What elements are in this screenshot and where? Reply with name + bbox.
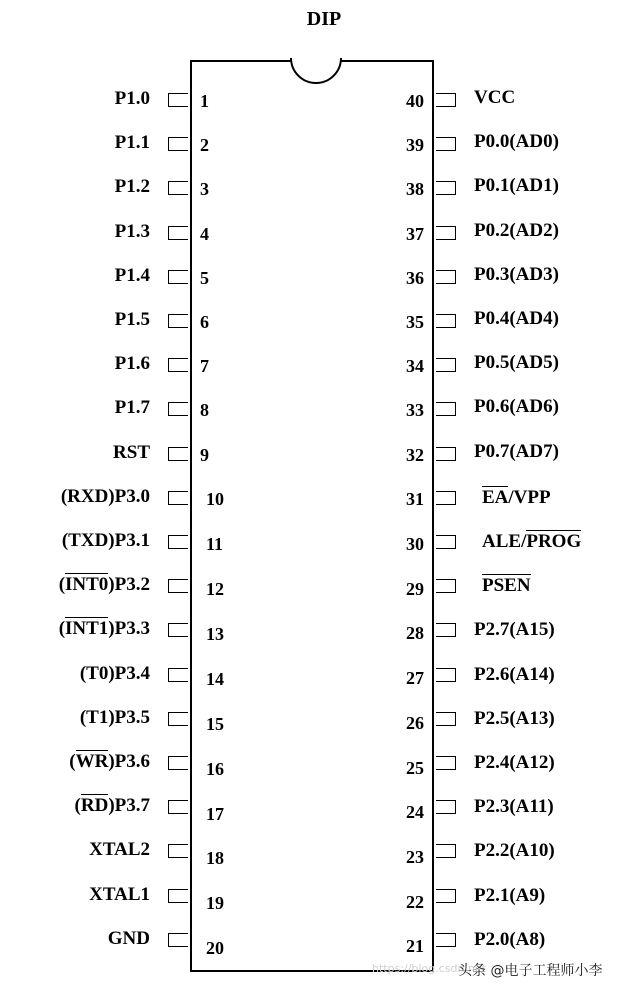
pin-stub-left [168,137,188,151]
pin-number: 38 [406,179,424,200]
pin-stub-right [436,314,456,328]
pin-label: P1.2 [114,176,150,198]
pin-stub-right [436,447,456,461]
pin-number: 32 [406,444,424,465]
pin-label: (RXD)P3.0 [60,485,150,507]
pin-number: 20 [206,938,224,959]
pin-number: 25 [406,757,424,778]
pin-number: 40 [406,91,424,111]
pin-number: 27 [406,668,424,689]
pin-label: P0.0(AD0) [474,131,559,153]
pin-label: P0.7(AD7) [474,440,559,462]
pin-stub-left [168,623,188,637]
pin-label: P1.0 [114,88,150,109]
pin-number: 29 [406,578,424,599]
pin-stub-left [168,314,188,328]
pin-label: P2.3(A11) [474,796,554,818]
pin-number: 12 [206,579,224,600]
pin-label: P2.4(A12) [474,752,555,773]
chip-notch [290,58,342,86]
pin-number: 30 [406,534,424,554]
pin-number: 36 [406,267,424,288]
pin-label: P1.7 [114,397,150,419]
pin-stub-right [436,579,456,593]
pin-number: 5 [200,267,209,288]
pin-label: P1.3 [114,220,150,242]
pin-number: 31 [406,489,424,510]
pin-number: 4 [200,223,209,244]
pin-label: RST [113,441,150,463]
pin-label: (WR)P3.6 [69,751,150,772]
pin-stub-left [168,491,188,505]
pin-label: P1.1 [114,132,150,154]
pin-stub-left [168,402,188,416]
pin-stub-left [168,226,188,240]
pin-label: P1.5 [114,309,150,330]
pin-stub-right [436,712,456,726]
pin-label: (INT1)P3.3 [58,618,150,640]
pin-number: 19 [206,893,224,914]
pin-label: GND [107,927,150,949]
pin-label: P1.6 [114,353,150,375]
pin-stub-left [168,270,188,284]
watermark-text: 头条 @电子工程师小李 [458,963,603,979]
pin-stub-left [168,712,188,726]
pin-stub-right [436,137,456,151]
pin-number: 24 [406,802,424,823]
pin-number: 34 [406,356,424,377]
active-low-overbar [81,794,108,795]
pin-label: ALE/PROG [482,531,582,552]
pin-number: 14 [206,668,224,689]
pin-label: P0.6(AD6) [474,396,559,418]
pin-stub-right [436,181,456,195]
pin-number: 1 [200,91,209,111]
pin-stub-right [436,756,456,770]
pin-stub-right [436,226,456,240]
pin-stub-right [436,491,456,505]
pin-stub-left [168,668,188,682]
pin-number: 11 [206,534,224,555]
pin-stub-left [168,181,188,195]
pin-label: P2.2(A10) [474,840,555,862]
pin-label: XTAL2 [89,839,150,861]
pin-stub-left [168,447,188,461]
pin-stub-left [168,800,188,814]
pin-number: 8 [200,400,209,421]
pin-stub-right [436,933,456,947]
pin-number: 26 [406,712,424,733]
pin-label: P0.5(AD5) [474,352,559,374]
pin-label: P1.4 [114,264,150,286]
pin-stub-left [168,844,188,858]
pin-number: 15 [206,713,224,734]
pin-stub-left [168,93,188,107]
pin-label: P2.1(A9) [474,884,546,906]
pin-number: 28 [406,623,424,644]
chip-body [190,60,434,972]
active-low-overbar [482,486,508,487]
pin-stub-left [168,756,188,770]
pin-number: 13 [206,624,224,645]
active-low-overbar [65,573,108,574]
pin-stub-left [168,579,188,593]
pin-number: 17 [206,803,224,824]
pin-label: (INT0)P3.2 [58,574,150,596]
pin-number: 23 [406,846,424,867]
pin-stub-right [436,270,456,284]
pin-label: VCC [474,87,516,108]
pin-stub-right [436,623,456,637]
pin-label: P0.1(AD1) [474,175,559,197]
pin-label: P2.0(A8) [474,928,546,950]
pin-number: 21 [406,936,424,957]
active-low-overbar [65,617,108,618]
active-low-overbar [482,574,531,575]
pin-stub-right [436,844,456,858]
pin-label: (TXD)P3.1 [61,530,150,551]
pin-stub-right [436,800,456,814]
pin-number: 22 [406,891,424,912]
pin-number: 2 [200,135,209,156]
pin-number: 9 [200,444,209,465]
pin-number: 10 [206,489,224,510]
active-low-overbar [526,530,581,531]
pin-number: 16 [206,758,224,779]
pin-stub-right [436,668,456,682]
diagram-title: DIP [306,8,342,30]
pin-label: (T0)P3.4 [79,662,150,684]
pin-number: 6 [200,312,209,332]
pin-stub-right [436,402,456,416]
pin-number: 18 [206,848,224,869]
pin-stub-right [436,535,456,549]
pin-label: P0.2(AD2) [474,219,559,241]
pin-label: XTAL1 [89,883,150,905]
pin-stub-left [168,358,188,372]
pin-label: P2.6(A14) [474,663,555,685]
pin-stub-left [168,535,188,549]
pin-label: P2.7(A15) [474,619,555,641]
pin-label: P2.5(A13) [474,707,555,729]
active-low-overbar [76,750,109,751]
pin-stub-left [168,889,188,903]
pin-label: EA/VPP [482,486,551,508]
pin-number: 35 [406,312,424,332]
pin-stub-left [168,933,188,947]
pin-number: 3 [200,179,209,200]
pin-label: (RD)P3.7 [74,795,150,817]
pin-number: 37 [406,223,424,244]
pin-stub-right [436,889,456,903]
pin-number: 33 [406,400,424,421]
pin-number: 39 [406,135,424,156]
pin-stub-right [436,93,456,107]
faint-watermark-text: https://blog.csdn.net [372,962,486,975]
pin-label: P0.4(AD4) [474,308,559,329]
pin-label: (T1)P3.5 [79,706,150,728]
pin-number: 7 [200,356,209,377]
pin-stub-right [436,358,456,372]
pin-label: PSEN [482,575,531,597]
pin-label: P0.3(AD3) [474,263,559,285]
